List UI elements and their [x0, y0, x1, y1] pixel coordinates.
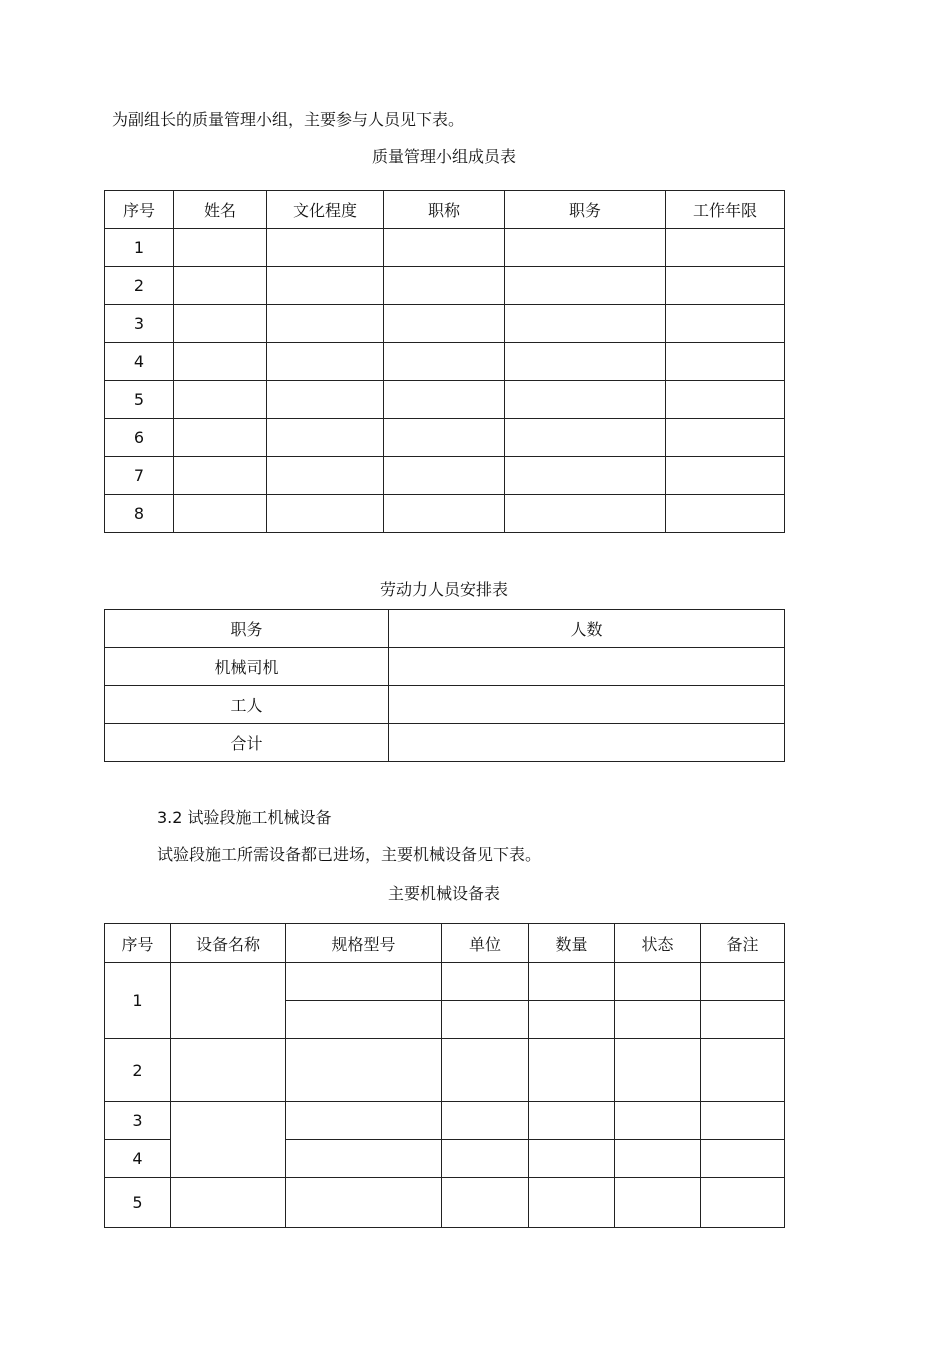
- header-cell: 职务: [505, 191, 666, 229]
- table-row: [105, 419, 785, 457]
- header-cell: 工作年限: [666, 191, 785, 229]
- quality-team-table: [104, 190, 785, 533]
- row-number: 1: [105, 963, 171, 1039]
- table-row: [105, 1039, 785, 1102]
- header-cell: 职称: [384, 191, 505, 229]
- row-number: 7: [105, 457, 174, 495]
- header-cell: 人数: [389, 610, 785, 648]
- row-number: 4: [105, 343, 174, 381]
- table-row: [105, 1102, 785, 1140]
- table-row: [105, 495, 785, 533]
- table-header-row: [105, 610, 785, 648]
- table-row: [105, 381, 785, 419]
- row-label: 合计: [105, 724, 389, 762]
- table1-caption: 质量管理小组成员表: [371, 147, 516, 166]
- table-row: [105, 343, 785, 381]
- section-paragraph: 试验段施工所需设备都已进场，主要机械设备见下表。: [157, 845, 542, 864]
- labor-table: [104, 609, 785, 762]
- row-label: 机械司机: [105, 648, 389, 686]
- row-label: 工人: [105, 686, 389, 724]
- intro-text: 为副组长的质量管理小组，主要参与人员见下表。: [112, 110, 465, 129]
- equipment-table: [104, 923, 785, 1228]
- row-number: 5: [105, 381, 174, 419]
- header-cell: 规格型号: [286, 924, 442, 963]
- header-cell: 序号: [105, 191, 174, 229]
- table-header-row: [105, 924, 785, 963]
- table-row: [105, 457, 785, 495]
- table-row: [105, 648, 785, 686]
- table-row: [105, 267, 785, 305]
- header-cell: 设备名称: [171, 924, 286, 963]
- header-cell: 姓名: [174, 191, 267, 229]
- header-cell: 状态: [615, 924, 701, 963]
- row-number: 1: [105, 229, 174, 267]
- row-number: 4: [105, 1140, 171, 1178]
- table-row: [105, 1178, 785, 1228]
- table-row: [105, 686, 785, 724]
- table-row: [105, 724, 785, 762]
- header-cell: 文化程度: [267, 191, 384, 229]
- row-number: 3: [105, 305, 174, 343]
- table3-caption: 主要机械设备表: [387, 884, 500, 903]
- row-number: 3: [105, 1102, 171, 1140]
- table-header-row: [105, 191, 785, 229]
- header-cell: 数量: [529, 924, 615, 963]
- row-number: 2: [105, 1039, 171, 1102]
- row-number: 8: [105, 495, 174, 533]
- row-number: 2: [105, 267, 174, 305]
- row-number: 6: [105, 419, 174, 457]
- table-row: [105, 963, 785, 1001]
- row-number: 5: [105, 1178, 171, 1228]
- header-cell: 单位: [442, 924, 529, 963]
- header-cell: 职务: [105, 610, 389, 648]
- table-row: [105, 305, 785, 343]
- table2-caption: 劳动力人员安排表: [379, 580, 508, 599]
- table-row: [105, 229, 785, 267]
- section-heading: 3.2 试验段施工机械设备: [157, 808, 332, 827]
- header-cell: 序号: [105, 924, 171, 963]
- header-cell: 备注: [701, 924, 785, 963]
